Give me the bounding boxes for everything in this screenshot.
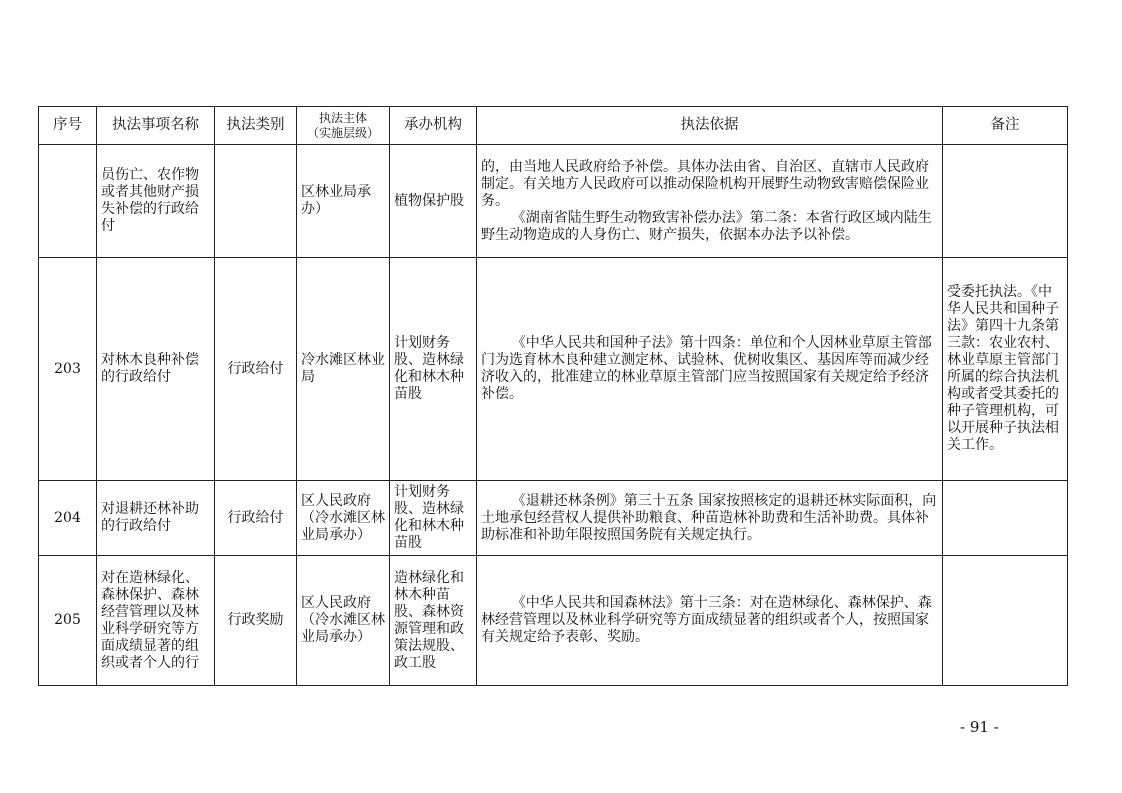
table-header-row bbox=[39, 107, 1068, 145]
cell-basis bbox=[477, 258, 943, 481]
cell-item-name: 对林木良种补偿的行政给付 bbox=[97, 258, 215, 481]
cell-basis bbox=[477, 145, 943, 258]
cell-agency: 植物保护股 bbox=[390, 145, 477, 258]
cell-item-name: 员伤亡、农作物或者其他财产损失补偿的行政给付 bbox=[97, 145, 215, 258]
basis-paragraph: 的，由当地人民政府给予补偿。具体办法由省、自治区、直辖市人民政府制定。有关地方人民政府可以推动保险机构开展野生动物致害赔偿保险业务。 bbox=[481, 158, 929, 209]
table-row bbox=[39, 481, 1068, 556]
cell-subject: 冷水滩区林业局 bbox=[297, 258, 390, 481]
cell-seq: 204 bbox=[39, 481, 97, 556]
cell-subject: 区人民政府（冷水滩区林业局承办） bbox=[297, 481, 390, 556]
header-subject-line2: （实施层级） bbox=[306, 125, 379, 140]
header-seq: 序号 bbox=[39, 107, 97, 145]
header-subject-line1: 执法主体 bbox=[318, 110, 367, 125]
cell-remarks bbox=[943, 145, 1068, 258]
table-row bbox=[39, 258, 1068, 481]
cell-seq bbox=[39, 145, 97, 258]
cell-agency: 计划财务股、造林绿化和林木种苗股 bbox=[390, 258, 477, 481]
header-basis: 执法依据 bbox=[477, 107, 943, 145]
header-subject bbox=[297, 107, 390, 145]
cell-seq: 205 bbox=[39, 556, 97, 686]
basis-paragraph: 《中华人民共和国种子法》第十四条：单位和个人因林业草原主管部门为选育林木良种建立测定林、试验林、优树收集区、基因库等而减少经济收入的，批准建立的林业草原主管部门应当按照国家有关规定给予经济补偿。 bbox=[481, 335, 932, 402]
header-item-name: 执法事项名称 bbox=[97, 107, 215, 145]
cell-remarks bbox=[943, 481, 1068, 556]
table-row bbox=[39, 145, 1068, 258]
cell-subject: 区林业局承办） bbox=[297, 145, 390, 258]
cell-basis bbox=[477, 481, 943, 556]
basis-paragraph: 《退耕还林条例》第三十五条 国家按照核定的退耕还林实际面积，向土地承包经营权人提供补助粮食、种苗造林补助费和生活补助费。具体补助标准和补助年限按照国务院有关规定执行。 bbox=[481, 492, 937, 543]
page-number: - 91 - bbox=[960, 718, 999, 736]
enforcement-items-table bbox=[38, 106, 1068, 686]
cell-subject: 区人民政府（冷水滩区林业局承办） bbox=[297, 556, 390, 686]
cell-category: 行政给付 bbox=[215, 481, 297, 556]
cell-agency: 造林绿化和林木种苗股、森林资源管理和政策法规股、政工股 bbox=[390, 556, 477, 686]
cell-category: 行政给付 bbox=[215, 258, 297, 481]
basis-paragraph: 《湖南省陆生野生动物致害补偿办法》第二条：本省行政区域内陆生野生动物造成的人身伤亡、财产损失，依据本办法予以补偿。 bbox=[481, 209, 932, 243]
cell-category: 行政奖励 bbox=[215, 556, 297, 686]
cell-remarks: 受委托执法。《中华人民共和国种子法》第四十九条第三款：农业农村、林业草原主管部门所属的综合执法机构或者受其委托的种子管理机构，可以开展种子执法相关工作。 bbox=[943, 258, 1068, 481]
cell-agency: 计划财务股、造林绿化和林木种苗股 bbox=[390, 481, 477, 556]
basis-paragraph: 《中华人民共和国森林法》第十三条：对在造林绿化、森林保护、森林经营管理以及林业科学研究等方面成绩显著的组织或者个人，按照国家有关规定给予表彰、奖励。 bbox=[481, 595, 932, 645]
cell-item-name: 对在造林绿化、森林保护、森林经营管理以及林业科学研究等方面成绩显著的组织或者个人的行 bbox=[97, 556, 215, 686]
header-category: 执法类别 bbox=[215, 107, 297, 145]
header-agency: 承办机构 bbox=[390, 107, 477, 145]
table-row bbox=[39, 556, 1068, 686]
header-remarks: 备注 bbox=[943, 107, 1068, 145]
cell-category bbox=[215, 145, 297, 258]
cell-remarks bbox=[943, 556, 1068, 686]
cell-item-name: 对退耕还林补助的行政给付 bbox=[97, 481, 215, 556]
cell-seq: 203 bbox=[39, 258, 97, 481]
cell-basis bbox=[477, 556, 943, 686]
